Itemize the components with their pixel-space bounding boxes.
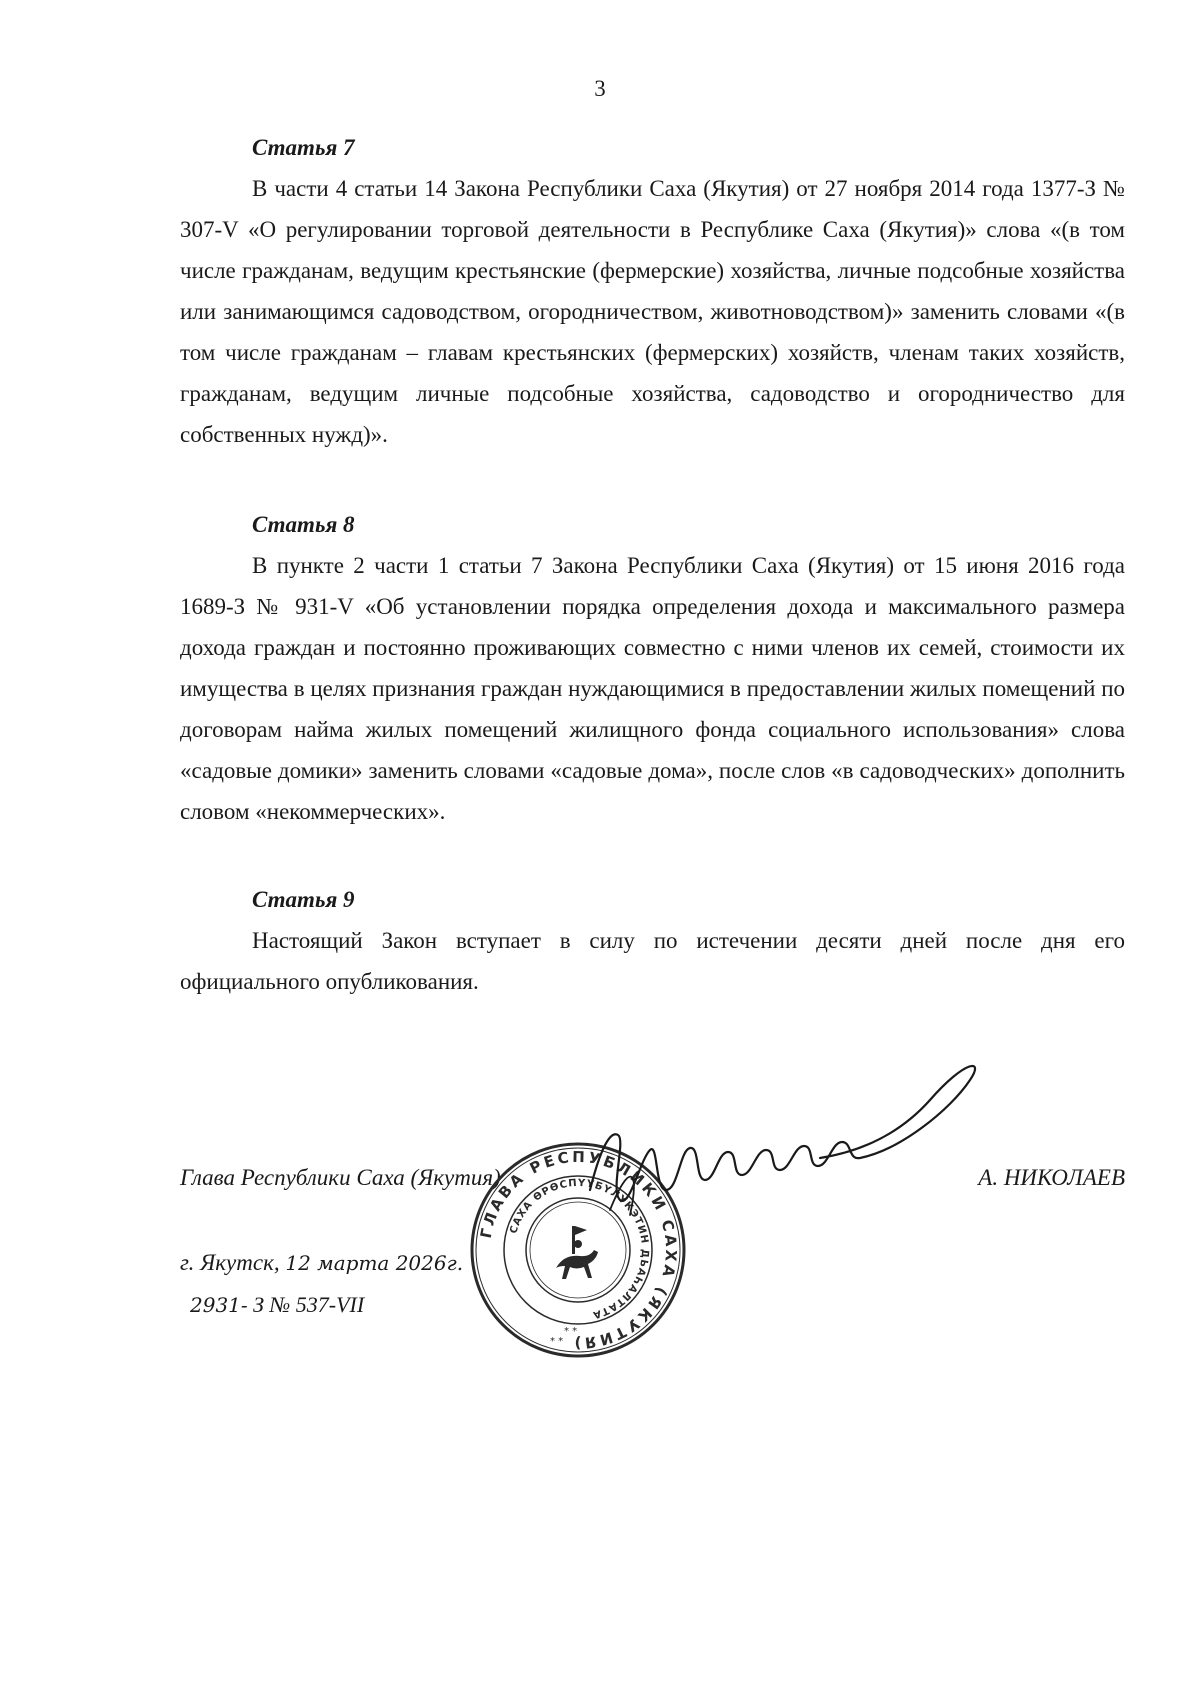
seal-outer-text: ГЛАВА РЕСПУБЛИКИ САХА (ЯКУТИЯ) <box>476 1147 681 1353</box>
article-text: В пункте 2 части 1 статьи 7 Закона Республики Саха (Якутия) от 15 июня 2016 года 1689-З № 931-V «Об установлении порядка определения дохода и максимального размера дохода граждан и постоянно проживающих совместно с ними членов их семей, стоимости их имущества в целях признания граждан нуждающимися в предоставлении жилых помещений по договорам найма жилых помещений жилищного фонда социального использования» слова «садовые домики» заменить словами «садовые дома», после слов «в садоводческих» дополнить словом «некоммерческих». <box>180 553 1125 824</box>
svg-text:* *: * * <box>550 1336 564 1347</box>
place-date <box>180 1250 463 1276</box>
article-8 <box>180 505 1125 832</box>
handwritten-date: 12 марта 2026г. <box>285 1251 464 1275</box>
handwritten-signature-icon <box>570 1040 1050 1230</box>
article-7 <box>180 128 1125 455</box>
law-number <box>190 1292 364 1318</box>
signer-name: А. НИКОЛАЕВ <box>978 1165 1125 1190</box>
handwritten-law-number: 2931- <box>190 1293 248 1317</box>
signer-title: Глава Республики Саха (Якутия) <box>180 1165 501 1190</box>
printed-law-number: З № 537-VII <box>253 1292 365 1317</box>
article-text: В части 4 статьи 14 Закона Республики Саха (Якутия) от 27 ноября 2014 года 1377-З № 307-V «О регулировании торговой деятельности в Республике Саха (Якутия)» слова «(в том числе гражданам, ведущим крестьянские (фермерские) хозяйства, личные подсобные хозяйства или занимающимся садоводством, огородничеством, животноводством)» заменить словами «(в том числе гражданам – главам крестьянских (фермерских) хозяйств, членам таких хозяйств, гражданам, ведущим личные подсобные хозяйства, садоводство и огородничество для собственных нужд)». <box>180 176 1125 447</box>
page-number: 3 <box>594 76 606 101</box>
svg-text:* *: * * <box>564 1326 578 1337</box>
article-text: Настоящий Закон вступает в силу по истечении десяти дней после дня его официального опубликования. <box>180 928 1125 994</box>
article-heading: Статья 8 <box>252 512 355 537</box>
article-9 <box>180 880 1125 1002</box>
emblem-horseman-icon <box>556 1226 598 1279</box>
place-prefix: г. Якутск, <box>180 1250 280 1275</box>
article-heading: Статья 7 <box>252 135 355 160</box>
article-heading: Статья 9 <box>252 887 355 912</box>
seal-inner-text: САХА ӨРӨСПҮҮБҮЛҮКЭТИН ДЬАҺАЛТАТА <box>508 1177 651 1321</box>
